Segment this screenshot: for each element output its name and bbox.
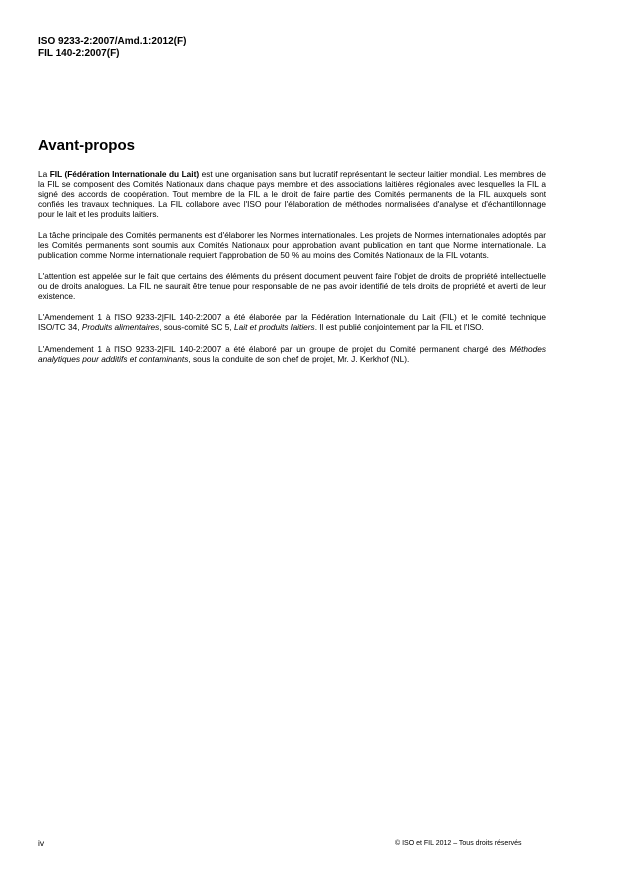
text-run: La <box>38 169 50 179</box>
paragraph-standing-committees: La tâche principale des Comités permanents est d'élaborer les Normes internationales. Les projets de Normes internationales adoptés par les Comités permanents sont soumis aux Comités Nationaux pour approbation avant publication en tant que Norme internationale. La publication comme Norme internationale requiert l'approbation de 50 % au moins des Comités Nationaux de la FIL votants. <box>38 230 546 260</box>
subcommittee-name-italic: Lait et produits laitiers <box>234 322 315 333</box>
standard-reference-fil: FIL 140-2:2007(F) <box>38 48 120 59</box>
fil-name-bold: FIL (Fédération Internationale du Lait) <box>49 169 200 179</box>
text-run: L'Amendement 1 à l'ISO 9233-2|FIL 140-2:2007 a été élaborée par la Fédération Internationale du Lait (FIL) et le comité technique ISO/TC 34, <box>38 312 546 333</box>
foreword-body <box>38 170 546 376</box>
page-number: iv <box>38 838 45 848</box>
text-run: , sous la conduite de son chef de projet, Mr. J. Kerkhof (NL). <box>188 353 410 364</box>
committee-name-italic: Produits alimentaires <box>81 322 160 333</box>
section-title: Avant-propos <box>38 137 135 154</box>
text-run: est une organisation sans but lucratif représentant le secteur laitier mondial. Les membres de la FIL se composent des Comités Nationaux dans chaque pays membre et des associations laitières régionales avec lesquelles la FIL a signé des accords de coopération. Tout membre de la FIL a le droit de faire partie des Comités permanents de la FIL auxquels sont confiés les travaux techniques. La FIL collabore avec l'ISO pour l'élaboration de méthodes normalisées d'analyse et d'échantillonnage pour le lait et les produits laitiers. <box>38 169 546 219</box>
text-run: , sous-comité SC 5, <box>159 322 234 333</box>
text-run: . Il est publié conjointement par la FIL et l'ISO. <box>314 322 484 333</box>
paragraph-project-group <box>38 345 546 365</box>
standing-committee-italic: Méthodes analytiques pour additifs et contaminants <box>38 343 546 364</box>
paragraph-patent-notice: L'attention est appelée sur le fait que certains des éléments du présent document peuvent faire l'objet de droits de propriété intellectuelle ou de droits analogues. La FIL ne saurait être tenue pour responsable de ne pas avoir identifié de tels droits de propriété et averti de leur existence. <box>38 271 546 302</box>
paragraph-fil-description <box>38 170 546 220</box>
document-header <box>38 36 186 60</box>
copyright-notice: © ISO et FIL 2012 – Tous droits réservés <box>395 840 522 847</box>
text-run: L'Amendement 1 à l'ISO 9233-2|FIL 140-2:2007 a été élaboré par un groupe de projet du Comité permanent chargé des <box>38 343 510 354</box>
paragraph-amendment-preparation <box>38 313 546 333</box>
standard-reference-iso: ISO 9233-2:2007/Amd.1:2012(F) <box>38 36 187 47</box>
